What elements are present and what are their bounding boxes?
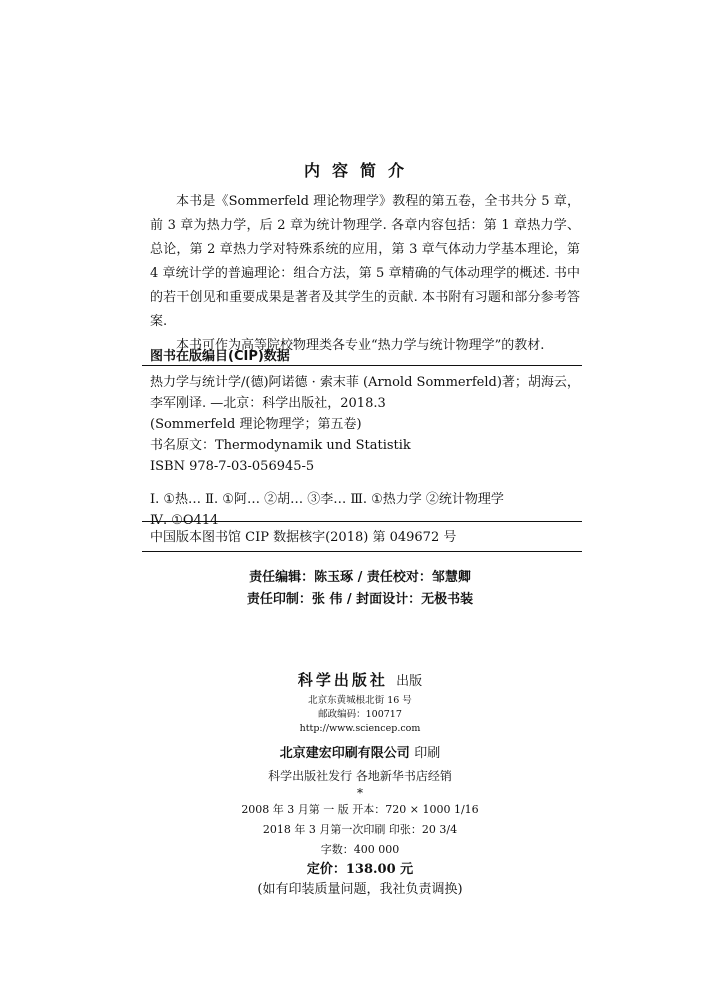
- intro-paragraph-1: 本书是《Sommerfeld 理论物理学》教程的第五卷，全书共分 5 章，前 3 章为热力学，后 2 章为统计物理学. 各章内容包括：第 1 章热力学、总论，第 2 章热力学对特殊系统的应用，第 3 章气体动力学基本理论，第 4 章统计学的普遍理论：组合方法，第 5 章精确的气体动理学的概述. 书中的若干创见和重要成果是著者及其学生的贡献. 本书附有习题和部分参考答案.: [150, 194, 580, 329]
- publisher-name: 科学出版社: [297, 671, 388, 689]
- cip-gap: [150, 477, 580, 489]
- cip-bottom-rule: [142, 551, 582, 552]
- cip-middle-rule: [142, 521, 582, 522]
- editorial-credits: [0, 567, 720, 611]
- distribution-line: 科学出版社发行 各地新华书店经销: [268, 769, 452, 783]
- cip-original-title: 书名原文：Thermodynamik und Statistik: [150, 438, 411, 453]
- cip-top-rule: [142, 365, 582, 366]
- quality-notice: (如有印装质量问题，我社负责调换): [257, 882, 463, 897]
- publisher-line: [0, 668, 720, 694]
- printing-line: 2018 年 3 月第一次印刷 印张：20 3/4: [262, 823, 458, 836]
- page-title: 内容简介: [303, 161, 416, 180]
- cip-number: 中国版本图书馆 CIP 数据核字(2018) 第 049672 号: [150, 530, 457, 545]
- intro-paragraph-2: 本书可作为高等院校物理类各专业“热力学与统计物理学”的教材.: [176, 338, 545, 353]
- wordcount-line: 字数：400 000: [320, 843, 400, 856]
- cip-classification-2: Ⅳ. ①O414: [150, 513, 219, 528]
- cip-classification-1: Ⅰ. ①热… Ⅱ. ①阿… ②胡… ③李… Ⅲ. ①热力学 ②统计物理学: [150, 492, 504, 507]
- separator-star: *: [357, 786, 363, 800]
- cip-isbn: ISBN 978-7-03-056945-5: [150, 459, 315, 474]
- credits-editor-line: 责任编辑：陈玉琢 / 责任校对：邹慧卿: [249, 570, 471, 585]
- cip-record: [150, 372, 580, 531]
- cip-heading: 图书在版编目(CIP)数据: [150, 349, 290, 364]
- cip-series-line: (Sommerfeld 理论物理学；第五卷): [150, 417, 362, 432]
- printer-name: 北京建宏印刷有限公司: [279, 746, 410, 761]
- publisher-address: 北京东黄城根北街 16 号: [308, 695, 412, 706]
- cip-title-line: 热力学与统计学/(德)阿诺德 · 索末菲 (Arnold Sommerfeld)著；胡海云，李军刚译. —北京：科学出版社，2018.3: [150, 375, 580, 411]
- imprint-block: [0, 668, 720, 900]
- introduction: [150, 190, 580, 358]
- publisher-postcode: 邮政编码：100717: [318, 709, 402, 720]
- publisher-website: http://www.sciencep.com: [299, 723, 421, 734]
- print-word: 印刷: [414, 746, 441, 761]
- edition-line: 2008 年 3 月第 一 版 开本：720 × 1000 1/16: [241, 803, 479, 816]
- credits-print-line: 责任印制：张 伟 / 封面设计：无极书装: [246, 592, 474, 607]
- printer-line: [0, 742, 720, 766]
- publish-word: 出版: [396, 674, 423, 689]
- price-line: 定价：138.00 元: [306, 862, 414, 877]
